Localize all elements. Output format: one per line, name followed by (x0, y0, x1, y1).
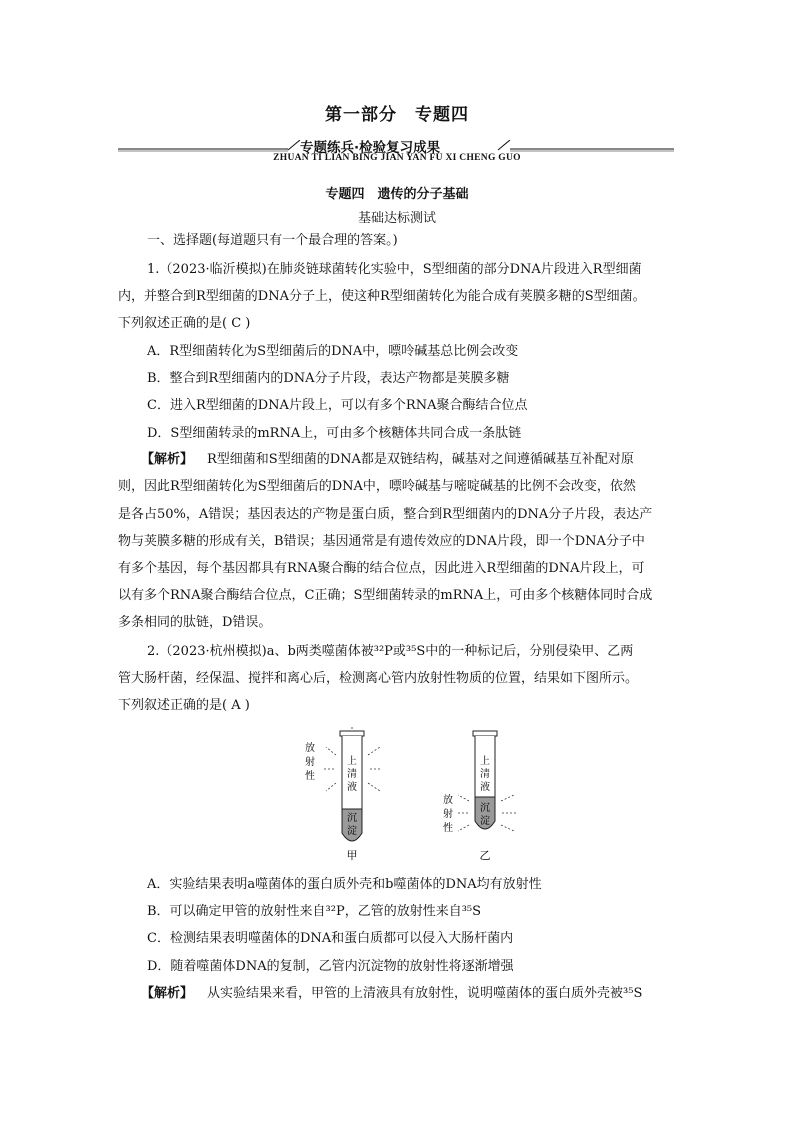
tube-text: 清 (480, 769, 490, 780)
q1-stem-line: 内，并整合到R型细菌的DNA分子上，使这种R型细菌转化为能合成有荚膜多糖的S型细菌。 (118, 289, 646, 304)
radiation-label: 性 (443, 823, 453, 834)
q2-option-c: C．检测结果表明噬菌体的DNA和蛋白质都可以侵入大肠杆菌内 (147, 931, 514, 946)
centrifuge-figure (290, 725, 530, 865)
q2-option-a: A．实验结果表明a噬菌体的蛋白质外壳和b噬菌体的DNA均有放射性 (147, 877, 542, 892)
q2-stem-line: 下列叙述正确的是( A ) (118, 698, 250, 713)
analysis-tag: 【解析】 (141, 452, 194, 467)
analysis-text: R型细菌和S型细菌的DNA都是双链结构，碱基对之间遵循碱基互补配对原 (207, 452, 634, 467)
q1-option-c: C．进入R型细菌的DNA片段上，可以有多个RNA聚合酶结合位点 (147, 398, 528, 413)
tube-text: 淀 (480, 816, 490, 827)
q1-stem-line: 下列叙述正确的是( C ) (118, 316, 251, 331)
tube-text: 清 (347, 769, 357, 780)
tube-text: 上 (347, 756, 357, 767)
tube-text: 上 (480, 756, 490, 767)
instruction: 一、选择题(每道题只有一个最合理的答案。) (147, 233, 398, 248)
tube-label: 乙 (479, 849, 491, 862)
q1-analysis-line: 有多个基因，每个基因都具有RNA聚合酶的结合位点，因此进入R型细菌的DNA片段上，可 (118, 561, 645, 576)
banner-title: 专题练兵·检验复习成果 (300, 140, 441, 156)
q1-analysis-line: 多条相同的肽链，D错误。 (118, 615, 272, 630)
analysis-tag: 【解析】 (141, 986, 194, 1001)
tube-text: 淀 (347, 826, 357, 837)
q1-analysis-line: 是各占50%，A错误；基因表达的产物是蛋白质，整合到R型细菌内的DNA分子片段，表达产 (118, 507, 653, 522)
tube-jia (305, 725, 382, 862)
radiation-label: 射 (305, 757, 315, 768)
radiation-label: 射 (443, 809, 453, 820)
page-title: 第一部分 专题四 (325, 105, 469, 125)
q2-analysis-line (141, 985, 642, 1003)
q1-option-b: B．整合到R型细菌内的DNA分子片段，表达产物都是荚膜多糖 (147, 371, 510, 386)
section-subtitle: 基础达标测试 (357, 211, 436, 226)
banner-pinyin: ZHUAN TI LIAN BING JIAN YAN FU XI CHENG GUO (273, 153, 521, 163)
q1-stem-line: 1.（2023·临沂模拟)在肺炎链球菌转化实验中，S型细菌的部分DNA片段进入R型细菌 (147, 262, 642, 277)
radiation-label: 放 (443, 795, 453, 806)
tube-text: 沉 (347, 813, 357, 824)
q1-analysis-line: 则，因此R型细菌转化为S型细菌后的DNA中，嘌呤碱基与嘧啶碱基的比例不会改变，依然 (118, 479, 636, 494)
analysis-text: 从实验结果来看，甲管的上清液具有放射性，说明噬菌体的蛋白质外壳被³⁵S (207, 986, 643, 1001)
q1-analysis-line (141, 451, 634, 469)
q2-stem-line: 2.（2023·杭州模拟)a、b两类噬菌体被³²P或³⁵S中的一种标记后，分别侵染甲、乙两 (147, 644, 634, 659)
tube-text: 沉 (480, 803, 490, 814)
q1-analysis-line: 以有多个RNA聚合酶结合位点，C正确；S型细菌转录的mRNA上，可由多个核糖体同时合成 (118, 588, 653, 603)
tube-text: 液 (347, 782, 357, 793)
section-title: 专题四 遗传的分子基础 (325, 187, 469, 202)
radiation-label: 性 (305, 771, 315, 782)
tube-text: 液 (480, 782, 490, 793)
q2-option-b: B．可以确定甲管的放射性来自³²P，乙管的放射性来自³⁵S (147, 904, 482, 919)
q2-stem-line: 管大肠杆菌，经保温、搅拌和离心后，检测离心管内放射性物质的位置，结果如下图所示。 (118, 671, 639, 686)
q1-analysis-line: 物与荚膜多糖的形成有关，B错误；基因通常是有遗传效应的DNA片段，即一个DNA分子中 (118, 534, 645, 549)
radiation-label: 放 (305, 743, 315, 754)
q1-option-a: A．R型细菌转化为S型细菌后的DNA中，嘌呤碱基总比例会改变 (147, 344, 519, 359)
tube-label: 甲 (346, 849, 358, 862)
q2-option-d: D．随着噬菌体DNA的复制，乙管内沉淀物的放射性将逐渐增强 (147, 959, 514, 974)
tube-yi (443, 731, 516, 862)
q1-option-d: D．S型细菌转录的mRNA上，可由多个核糖体共同合成一条肽链 (147, 426, 522, 441)
